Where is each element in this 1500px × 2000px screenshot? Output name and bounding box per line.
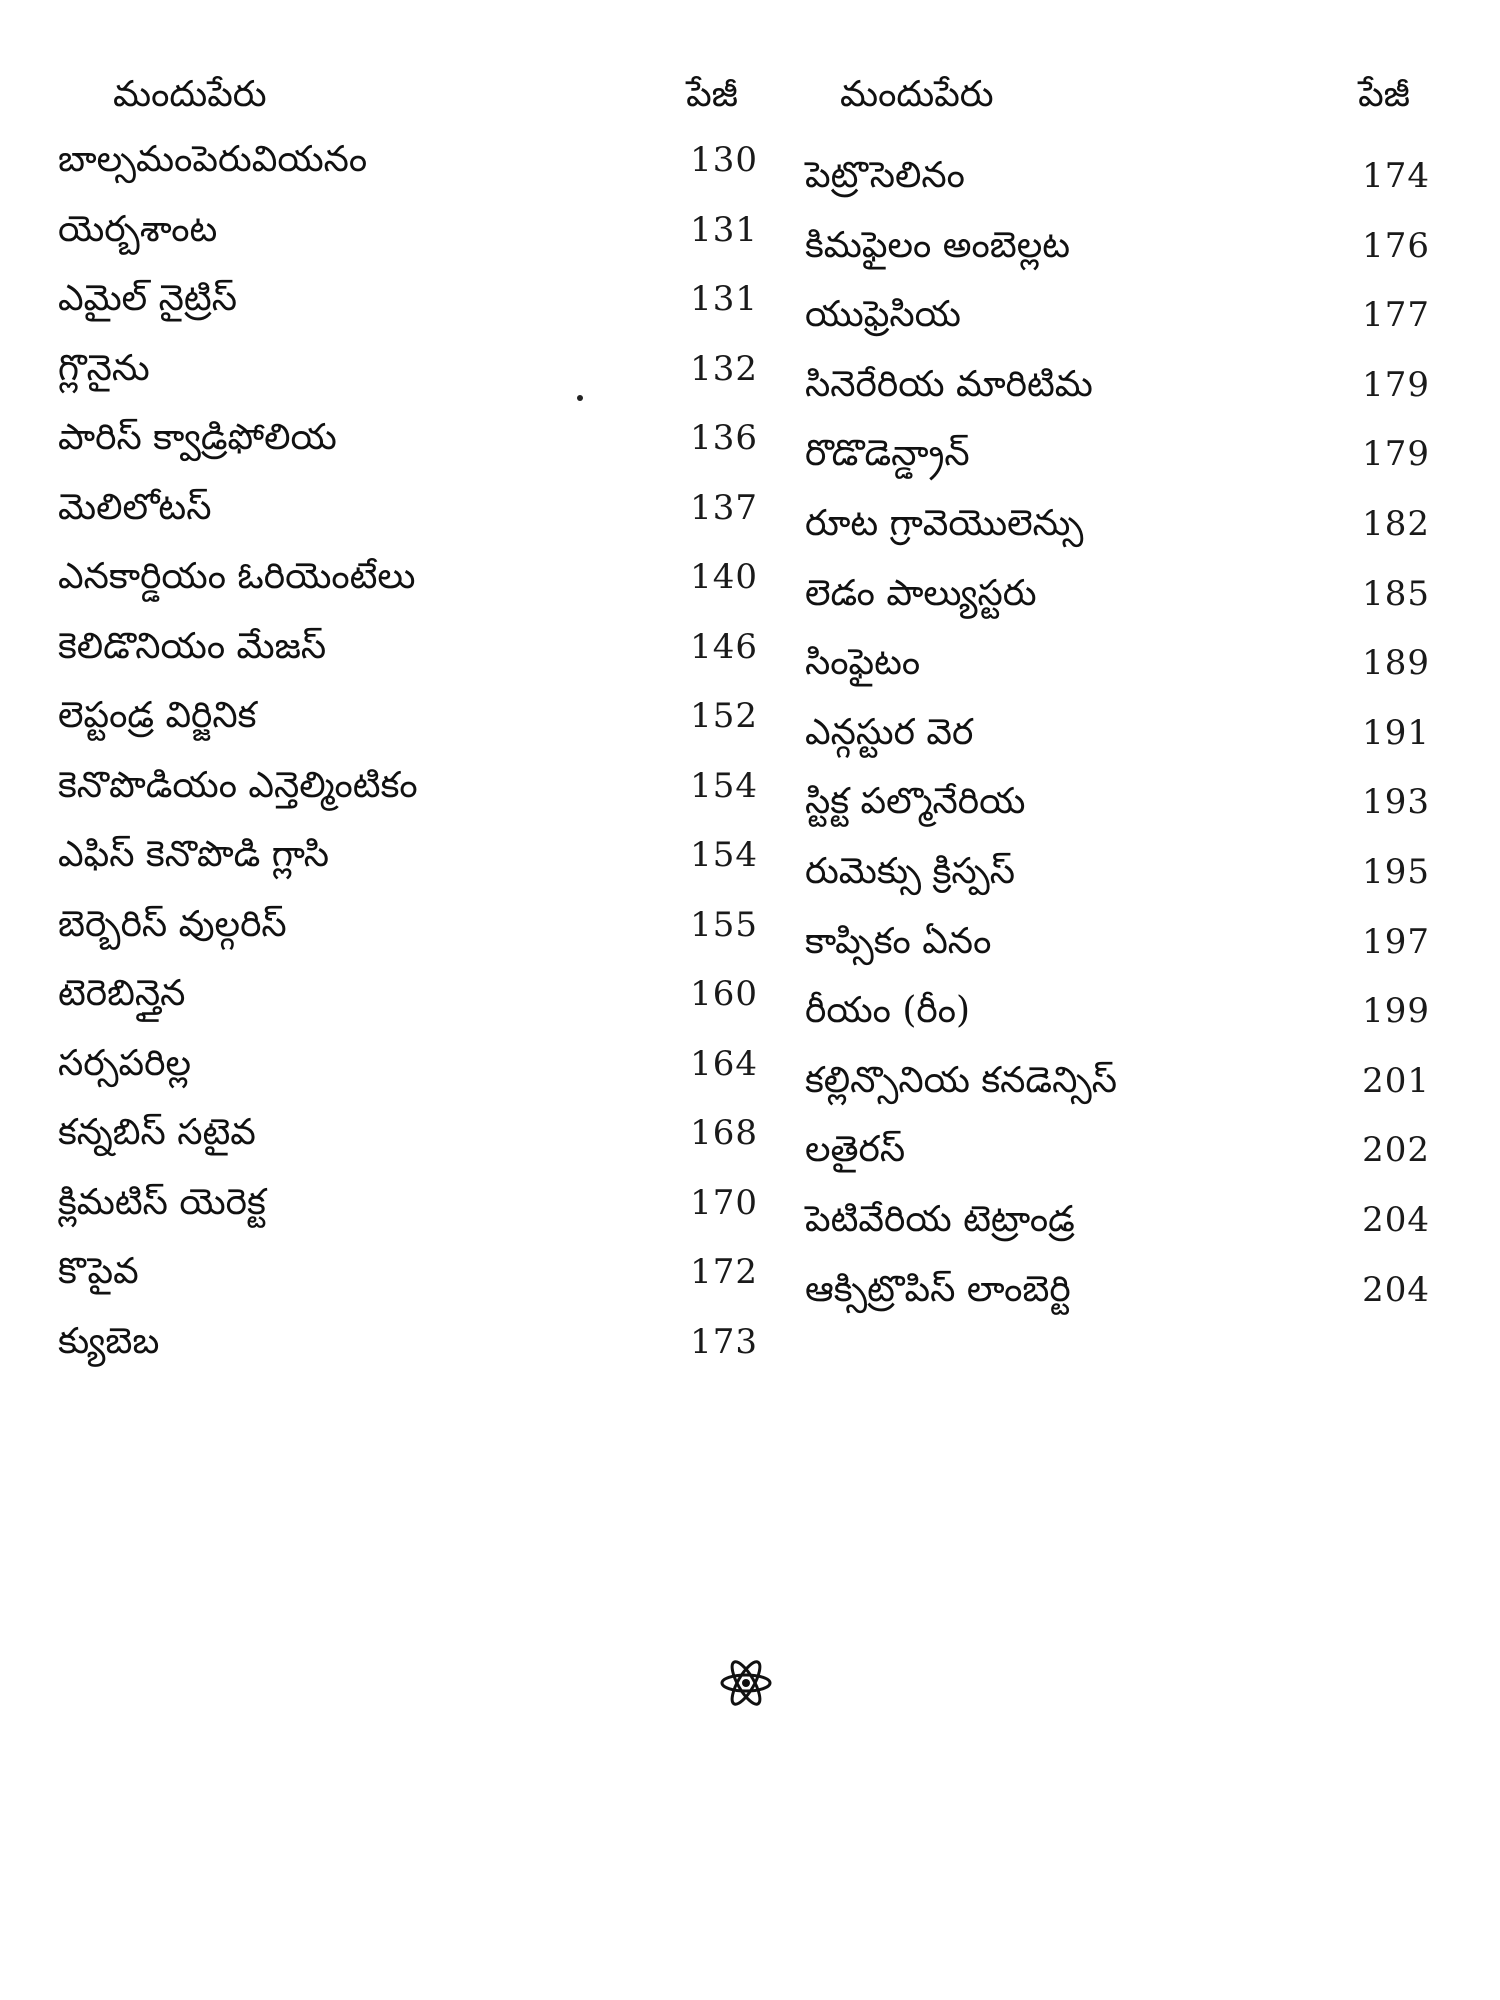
page-number: 154 bbox=[690, 835, 758, 875]
medicine-name: బెర్బెరిస్ వుల్గరిస్ bbox=[58, 903, 287, 945]
index-entry bbox=[58, 1320, 758, 1394]
medicine-name: సర్సపరిల్ల bbox=[58, 1042, 191, 1084]
medicine-name: పారిస్ క్వాడ్రిఫోలియ bbox=[58, 417, 337, 458]
page-number: 172 bbox=[690, 1252, 758, 1292]
medicine-name: రూట గ్రావెయొలెన్సు bbox=[805, 502, 1084, 544]
medicine-name: కొపైవ bbox=[58, 1251, 139, 1292]
page-number: 137 bbox=[690, 487, 758, 528]
page-number: 173 bbox=[690, 1321, 758, 1362]
medicine-name-heading: మందుపేరు bbox=[840, 74, 994, 115]
page-number: 170 bbox=[690, 1182, 758, 1223]
medicine-name: ఎమైల్ నైట్రిస్ bbox=[58, 278, 237, 319]
index-entry bbox=[58, 417, 758, 490]
index-entry bbox=[58, 695, 758, 768]
index-entry bbox=[805, 363, 1430, 437]
atom-flower-icon bbox=[718, 1655, 774, 1711]
index-entry bbox=[805, 1129, 1430, 1202]
index-entry bbox=[805, 224, 1430, 298]
index-entry bbox=[58, 1112, 758, 1185]
medicine-name: ఎనకార్డియం ఓరియెంటేలు bbox=[58, 556, 416, 597]
page-number: 155 bbox=[690, 904, 758, 945]
page-number: 152 bbox=[690, 696, 758, 736]
index-entry bbox=[58, 139, 758, 212]
index-entry bbox=[58, 278, 758, 351]
medicine-name: ఆక్సిట్రొపిస్ లాంబెర్టి bbox=[805, 1268, 1071, 1310]
index-column-left bbox=[58, 74, 758, 1393]
index-entry bbox=[58, 834, 758, 907]
page-number: 201 bbox=[1362, 1060, 1430, 1101]
medicine-name: యుఫ్రెసియ bbox=[805, 294, 961, 336]
index-entry bbox=[805, 920, 1430, 994]
page-number: 193 bbox=[1362, 782, 1430, 823]
medicine-name: రీయం (రీం) bbox=[805, 990, 971, 1032]
index-entry bbox=[58, 764, 758, 838]
medicine-name: యెర్బశాంట bbox=[58, 208, 218, 250]
medicine-name: రొడొడెన్డ్రాన్ bbox=[805, 433, 970, 475]
medicine-name: కల్లిన్సొనియ కనడెన్సిస్ bbox=[805, 1059, 1118, 1101]
medicine-name: ఎన్గస్టుర వెర bbox=[805, 711, 974, 753]
column-header bbox=[805, 74, 1430, 130]
index-entry bbox=[58, 556, 758, 629]
index-entry bbox=[58, 347, 758, 421]
page-number: 185 bbox=[1362, 573, 1430, 614]
page-number: 132 bbox=[690, 348, 758, 389]
page-number: 176 bbox=[1362, 225, 1430, 266]
index-entry bbox=[58, 625, 758, 699]
medicine-name: లెడం పాల్యుస్టరు bbox=[805, 572, 1037, 614]
index-entry bbox=[58, 486, 758, 560]
medicine-name: కెలిడొనియం మేజస్ bbox=[58, 625, 327, 667]
page-number: 197 bbox=[1362, 921, 1430, 962]
medicine-name: కన్నబిస్ సటైవ bbox=[58, 1112, 256, 1153]
index-entry bbox=[805, 642, 1430, 715]
index-entry bbox=[58, 208, 758, 282]
medicine-name: స్టిక్ట పల్మొనేరియ bbox=[805, 781, 1026, 823]
ink-speck bbox=[577, 395, 583, 401]
index-entry bbox=[58, 1042, 758, 1116]
medicine-name-heading: మందుపేరు bbox=[113, 74, 267, 115]
page-number: 130 bbox=[690, 140, 758, 180]
index-column-right bbox=[805, 74, 1430, 1341]
index-list bbox=[805, 155, 1430, 1341]
medicine-name: మెలిలోటస్ bbox=[58, 486, 212, 528]
page-number: 160 bbox=[690, 974, 758, 1014]
medicine-name: రుమెక్సు క్రిస్పస్ bbox=[805, 850, 1015, 892]
page-number: 199 bbox=[1362, 991, 1430, 1032]
medicine-name: టెరెబిన్తైన bbox=[58, 973, 186, 1014]
medicine-name: సింఫైటం bbox=[805, 642, 921, 684]
medicine-name: గ్లొనైను bbox=[58, 347, 150, 389]
medicine-name: ఎఫిస్ కెనొపొడి గ్లాసి bbox=[58, 834, 330, 875]
page-number: 179 bbox=[1362, 364, 1430, 405]
index-entry bbox=[805, 433, 1430, 506]
index-entry bbox=[58, 903, 758, 977]
page-heading: పేజీ bbox=[1358, 74, 1410, 115]
medicine-name: సినెరేరియ మారిటిమ bbox=[805, 363, 1093, 405]
page-number: 191 bbox=[1362, 712, 1430, 753]
index-entry bbox=[58, 1251, 758, 1324]
page-number: 204 bbox=[1362, 1269, 1430, 1310]
page-number: 154 bbox=[690, 765, 758, 806]
page-number: 182 bbox=[1362, 503, 1430, 544]
index-entry bbox=[58, 973, 758, 1046]
page-number: 131 bbox=[690, 279, 758, 319]
medicine-name: లతైరస్ bbox=[805, 1129, 906, 1171]
index-entry bbox=[805, 1198, 1430, 1272]
medicine-name: పెటివేరియ టెట్రాండ్ర bbox=[805, 1198, 1075, 1240]
page-number: 204 bbox=[1362, 1199, 1430, 1240]
page-number: 136 bbox=[690, 418, 758, 458]
medicine-name: క్యుబెబ bbox=[58, 1320, 160, 1362]
index-entry bbox=[805, 155, 1430, 228]
page-number: 179 bbox=[1362, 434, 1430, 475]
page-number: 177 bbox=[1362, 295, 1430, 336]
index-list bbox=[58, 139, 758, 1393]
index-entry bbox=[805, 572, 1430, 646]
index-entry bbox=[805, 1268, 1430, 1342]
page-heading: పేజీ bbox=[686, 74, 738, 115]
medicine-name: బాల్సమంపెరువియనం bbox=[58, 139, 368, 180]
page-number: 146 bbox=[690, 626, 758, 667]
index-entry bbox=[805, 850, 1430, 924]
page-number: 131 bbox=[690, 209, 758, 250]
index-entry bbox=[805, 781, 1430, 854]
medicine-name: లెప్టండ్ర విర్జినిక bbox=[58, 695, 257, 736]
medicine-name: కెనొపొడియం ఎన్తెల్మింటికం bbox=[58, 764, 418, 806]
page-number: 168 bbox=[690, 1113, 758, 1153]
page-number: 140 bbox=[690, 557, 758, 597]
page-number: 174 bbox=[1362, 156, 1430, 196]
index-entry bbox=[805, 990, 1430, 1063]
medicine-name: కాప్సికం ఏనం bbox=[805, 920, 992, 962]
index-entry bbox=[805, 502, 1430, 576]
page-number: 202 bbox=[1362, 1130, 1430, 1171]
page-number: 164 bbox=[690, 1043, 758, 1084]
index-entry bbox=[805, 294, 1430, 367]
medicine-name: క్లిమటిస్ యెరెక్ట bbox=[58, 1181, 266, 1223]
index-entry bbox=[805, 711, 1430, 785]
page-number: 195 bbox=[1362, 851, 1430, 892]
index-entry bbox=[58, 1181, 758, 1255]
medicine-name: పెట్రొసెలినం bbox=[805, 155, 965, 196]
column-header bbox=[58, 74, 758, 130]
medicine-name: కిమఫైలం అంబెల్లట bbox=[805, 224, 1071, 266]
index-entry bbox=[805, 1059, 1430, 1133]
page-number: 189 bbox=[1362, 643, 1430, 684]
